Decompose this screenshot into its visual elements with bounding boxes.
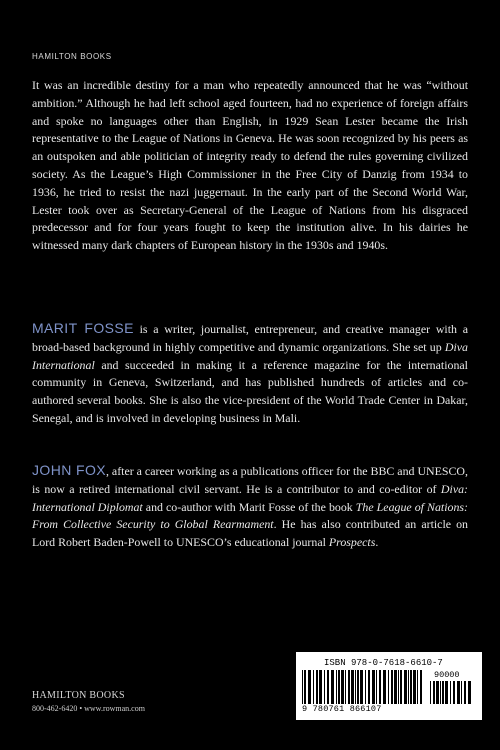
publisher-contact: 800-462-6420 • www.rowman.com (32, 704, 145, 713)
author-bio-marit-fosse (32, 320, 468, 428)
barcode-stripe (383, 670, 386, 704)
bio-italic-title: Diva International (32, 339, 468, 372)
bio-text: , after a career working as a publications officer for the BBC and UNESCO, is now a retired international civil servant. He is a contributor to and co-editor of (32, 464, 468, 496)
bio-italic-title: Prospects (328, 535, 376, 550)
barcode-stripe (331, 670, 334, 704)
barcode-stripe (450, 681, 451, 704)
bio-text: . (375, 535, 379, 550)
barcode-stripe (391, 670, 393, 704)
barcode-stripe (338, 670, 340, 704)
bio-text: and succeeded in making it a reference magazine for the international community in Geneva, Switzerland, and has published hundreds of articles and co-authored several books. She is also the vice-president of the World Trade Center in Dakar, Senegal, and is involved in developing business in Mali. (32, 357, 468, 425)
isbn-barcode (296, 652, 482, 720)
barcode-stripe (341, 670, 344, 704)
barcode-stripe (365, 670, 366, 704)
book-description: It was an incredible destiny for a man who repeatedly announced that he was “without ambition.” Although he had left school aged fourteen, had no experience of foreign affairs and spoke no languages other than English, in 1929 Sean Lester became the Irish representative to the League of Nations in Geneva. He was soon recognized by his peers as an outspoken and able politician of integrity ready to defend the rules governing civilized society. As the League’s High Commissioner in the Free City of Danzig from 1934 to 1936, he tried to resist the nazi juggernaut. In the early part of the Second World War, Lester took over as Secretary-General of the League of Nations from his disgraced predecessor and for four years fought to keep the institution alive. In his dairies he witnessed many dark chapters of European history in the 1930s and 1940s. (32, 78, 468, 253)
barcode-stripe (379, 670, 381, 704)
barcode-stripe (404, 670, 407, 704)
addon-barcode-icon (430, 681, 474, 704)
barcode-stripe (360, 670, 363, 704)
barcode-stripe (345, 670, 346, 704)
barcode-stripe (440, 681, 441, 704)
ean-digits: 9 780761 866107 (302, 704, 382, 714)
barcode-stripe (417, 670, 418, 704)
bio-text: and co-author with Marit Fosse of the book (142, 499, 356, 514)
barcode-stripe (394, 670, 397, 704)
bio-italic-title: Diva: International Diplomat (32, 481, 468, 514)
barcode-stripe (351, 670, 354, 704)
barcode-stripe (304, 670, 306, 704)
barcode-stripe (313, 670, 314, 704)
barcode-stripe (442, 681, 444, 704)
barcode-stripe (308, 670, 311, 704)
barcode-stripe (436, 681, 439, 704)
barcode-stripe (457, 681, 460, 704)
barcode-stripe (368, 670, 370, 704)
barcode-stripe (433, 681, 435, 704)
barcode-stripe (336, 670, 337, 704)
barcode-stripe (408, 670, 409, 704)
barcode-stripe (430, 681, 431, 704)
barcode-stripe (355, 670, 356, 704)
barcode-stripe (461, 681, 462, 704)
barcode-stripe (453, 681, 455, 704)
price-code: 90000 (434, 670, 460, 680)
barcode-stripe (413, 670, 416, 704)
barcode-stripe (357, 670, 359, 704)
barcode-stripe (376, 670, 377, 704)
bio-text: is a writer, journalist, entrepreneur, and creative manager with a broad-based background in highly competitive and dynamic organizations. She set up (32, 322, 469, 354)
bio-italic-title: The League of Nations: From Collective Security to Global Rearmament (32, 499, 469, 532)
barcode-stripe (327, 670, 329, 704)
author-name: MARIT FOSSE (32, 320, 134, 336)
publisher-footer: HAMILTON BOOKS (32, 690, 125, 701)
barcode-stripe (388, 670, 389, 704)
barcode-stripe (319, 670, 322, 704)
ean-barcode-icon (302, 670, 426, 704)
author-name: JOHN FOX (32, 462, 106, 478)
barcode-stripe (324, 670, 325, 704)
barcode-stripe (302, 670, 303, 704)
author-bio-john-fox (32, 462, 468, 552)
barcode-stripe (398, 670, 399, 704)
barcode-stripe (400, 670, 402, 704)
barcode-stripe (348, 670, 350, 704)
barcode-stripe (410, 670, 412, 704)
publisher-header: HAMILTON BOOKS (32, 52, 112, 61)
barcode-stripe (468, 681, 471, 704)
barcode-stripe (420, 670, 422, 704)
barcode-stripe (372, 670, 375, 704)
isbn-label: ISBN 978-0-7618-6610-7 (324, 658, 443, 668)
bio-text: . He has also contributed an article on Lord Robert Baden-Powell to UNESCO’s educational journal (32, 517, 469, 550)
barcode-stripe (464, 681, 466, 704)
barcode-stripe (445, 681, 448, 704)
barcode-stripe (316, 670, 318, 704)
